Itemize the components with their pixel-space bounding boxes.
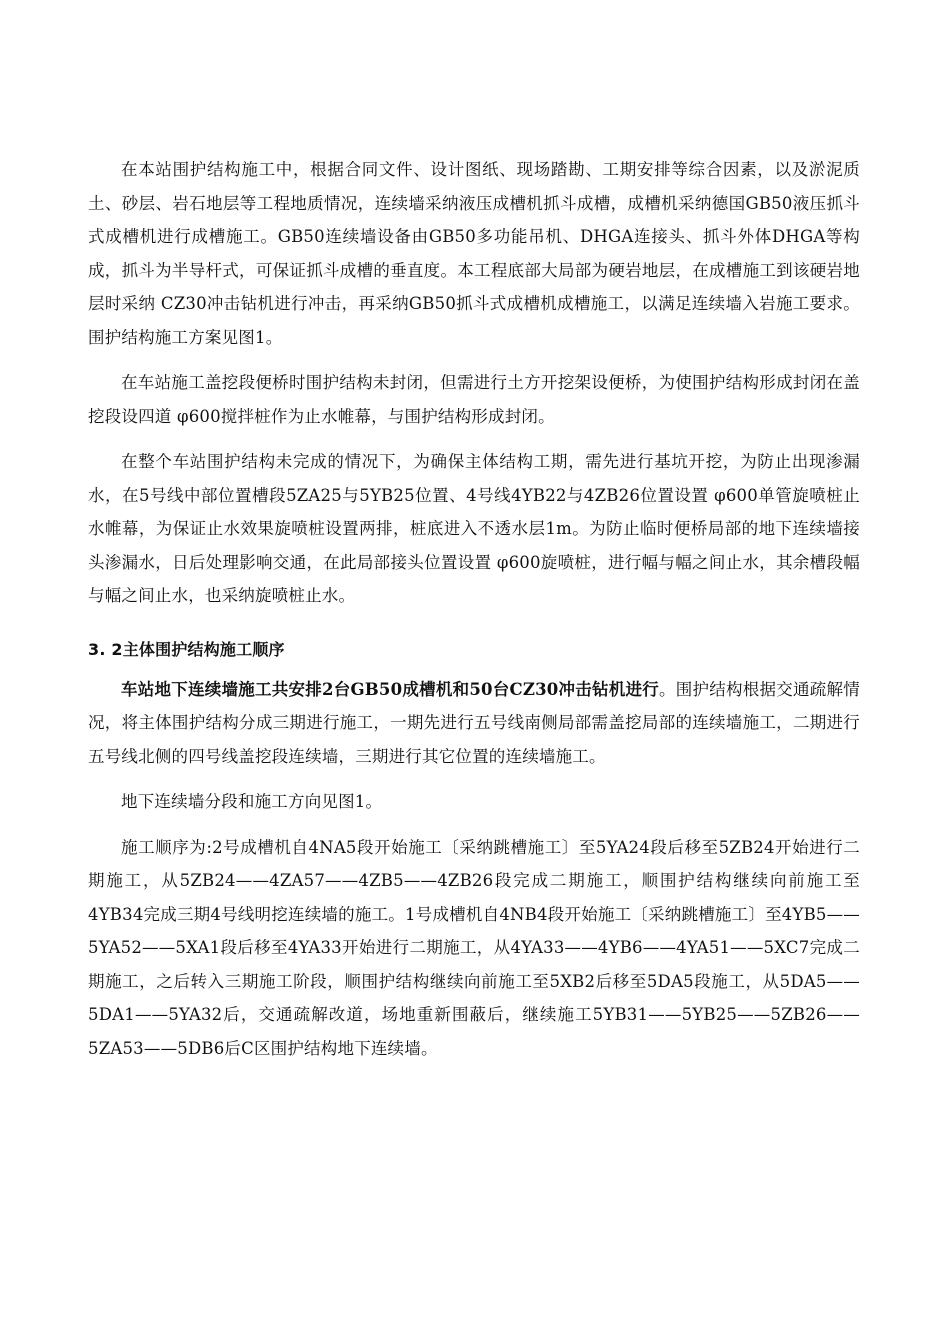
paragraph-figure-reference: 地下连续墙分段和施工方向见图1。 bbox=[121, 792, 383, 811]
paragraph-construction-sequence: 施工顺序为:2号成槽机自4NA5段开始施工〔采纳跳槽施工〕至5YA24段后移至5ZB24开始进行二期施工，从5ZB24——4ZA57——4ZB5——4ZB26段完成二期施工，顺围护结构继续向前施工至4YB34完成三期4号线明挖连续墙的施工。1号成槽机自4NB4段开始施工〔采纳跳槽施工〕至4YB5——5YA52——5XA1段后移至4YA33开始进行二期施工，从4YA33——4YB6——4YA51——5XC7完成二期施工，之后转入三期施工阶段，顺围护结构继续向前施工至5XB2后移至5DA5段施工，从5DA5——5DA1——5YA32后，交通疏解改道，场地重新围蔽后，继续施工5YB31——5YB25——5ZB26——5ZA53——5DB6后C区围护结构地下连续墙。 bbox=[88, 837, 860, 1058]
paragraph-rest-text: 。围护结构根据交通疏解情况，将主体围护结构分成三期进行施工，一期先进行五号线南侧局部需盖挖局部的连续墙施工，二期进行五号线北侧的四号线盖挖段连续墙，三期进行其它位置的连续墙施工。 bbox=[88, 679, 860, 766]
paragraph-waterproof-curtain: 在整个车站围护结构未完成的情况下，为确保主体结构工期，需先进行基坑开挖，为防止出现渗漏水，在5号线中部位置槽段5ZA25与5YB25位置、4号线4YB22与4ZB26位置设置 φ600单管旋喷桩止水帷幕，为保证止水效果旋喷桩设置两排，桩底进入不透水层1m。为防止临时便桥局部的地下连续墙接头渗漏水，日后处理影响交通，在此局部接头位置设置 φ600旋喷桩，进行幅与幅之间止水，其余槽段幅与幅之间止水，也采纳旋喷桩止水。 bbox=[88, 452, 860, 605]
paragraph-bold-lead: 车站地下连续墙施工共安排2台GB50成槽机和50台CZ30冲击钻机进行 bbox=[121, 679, 660, 699]
section-heading: 3. 2主体围护结构施工顺序 bbox=[88, 639, 285, 659]
paragraph-retaining-structure-method: 在本站围护结构施工中，根据合同文件、设计图纸、现场踏勘、工期安排等综合因素，以及淤泥质土、砂层、岩石地层等工程地质情况，连续墙采纳液压成槽机抓斗成槽，成槽机采纳德国GB50液压抓斗式成槽机进行成槽施工。GB50连续墙设备由GB50多功能吊机、DHGA连接头、抓斗外体DHGA等构成，抓斗为半导杆式，可保证抓斗成槽的垂直度。本工程底部大局部为硬岩地层，在成槽施工到该硬岩地层时采纳 CZ30冲击钻机进行冲击，再采纳GB50抓斗式成槽机成槽施工，以满足连续墙入岩施工要求。围护结构施工方案见图1。 bbox=[88, 160, 860, 347]
document-body bbox=[88, 153, 860, 1065]
paragraph-cover-excavation-bridge: 在车站施工盖挖段便桥时围护结构未封闭，但需进行土方开挖架设便桥，为使围护结构形成封闭在盖挖段设四道 φ600搅拌桩作为止水帷幕，与围护结构形成封闭。 bbox=[88, 373, 860, 426]
paragraph-construction-arrangement bbox=[88, 673, 860, 774]
